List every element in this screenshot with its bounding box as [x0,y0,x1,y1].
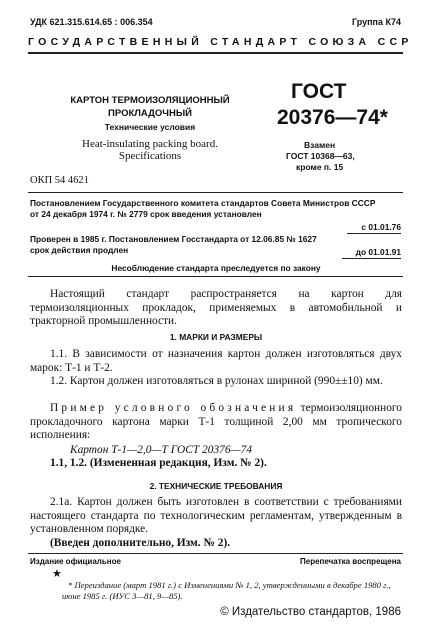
decree-line4: срок действия продлен [30,245,129,255]
section2-change-note: (Введен дополнительно, Изм. № 2). [50,537,231,549]
copyright: © Издательство стандартов, 1986 [220,606,401,618]
footnote: * Переиздание (март 1981 г.) с Изменениями № 1, 2, утвержденными в декабре 1980 г., июне 1985 г. (ИУС 3—81, 9—85). [62,580,391,601]
example-designation: Картон Т-1—2,0—Т ГОСТ 20376—74 [70,444,253,456]
title-rule [28,192,403,193]
decree-date1: с 01.01.76 [347,222,401,234]
title-en-line1: Heat-insulating packing board. [82,138,218,150]
replaces-except: кроме п. 15 [296,162,344,172]
reprint-prohibited: Перепечатка воспрещена [300,557,401,566]
banner-rule [28,52,403,54]
replaces-label: Взамен [304,140,336,150]
udk-code: УДК 621.315.614.65 : 006.354 [30,17,153,27]
title-ru-line1: КАРТОН ТЕРМОИЗОЛЯЦИОННЫЙ [70,95,230,106]
section2-p1: 2.1а. Картон должен быть изготовлен в соответствии с требованиями настоящего стандарта по технологическим регламентам, утвержденным в установленном порядке. [30,496,402,536]
example-description: термоизоляционного прокладочного картона марки Т-1 толщиной 2,00 мм тропического исполнения: [30,402,402,442]
decree-line3: Проверен в 1985 г. Постановлением Госстандарта от 12.06.85 № 1627 [30,234,317,244]
decree-line1: Постановлением Государственного комитета стандартов Совета Министров СССР [30,198,376,208]
section1-title: 1. МАРКИ И РАЗМЕРЫ [169,332,263,342]
decree-rule [28,276,403,277]
title-en-line2: Specifications [118,150,182,162]
title-ru-line2: ПРОКЛАДОЧНЫЙ [108,108,192,119]
intro-paragraph: Настоящий стандарт распространяется на картон для термоизоляционных прокладок, применяемых в автомобильной и тракторной промышленности. [30,288,402,328]
gost-label: ГОСТ [291,80,347,103]
decree-date2: до 01.01.91 [342,247,401,259]
section1-p2: 1.2. Картон должен изготовляться в рулонах шириной (990±±10) мм. [50,375,383,387]
star-icon: ★ [52,568,62,580]
footer-rule [28,553,403,554]
example-label-spaced: Пример условного обозначения [50,402,297,414]
okp-code: ОКП 54 4621 [30,175,89,186]
replaces-gost: ГОСТ 10368—63, [286,151,355,161]
official-edition: Издание официальное [30,557,121,566]
law-warning: Несоблюдение стандарта преследуется по закону [111,263,321,273]
section1-p1: 1.1. В зависимости от назначения картон должен изготовляться двух марок: Т-1 и Т-2. [30,348,402,374]
banner-title: ГОСУДАРСТВЕННЫЙ СТАНДАРТ СОЮЗА ССР [28,36,413,48]
title-ru-sub: Технические условия [104,122,196,132]
section1-change-note: 1.1, 1.2. (Измененная редакция, Изм. № 2). [50,457,267,469]
gost-number: 20376—74* [277,106,388,129]
decree-line2: от 24 декабря 1974 г. № 2779 срок введения установлен [30,209,262,219]
section2-title: 2. ТЕХНИЧЕСКИЕ ТРЕБОВАНИЯ [149,481,283,491]
group-code: Группа К74 [351,17,401,27]
section1-p3 [30,402,402,443]
